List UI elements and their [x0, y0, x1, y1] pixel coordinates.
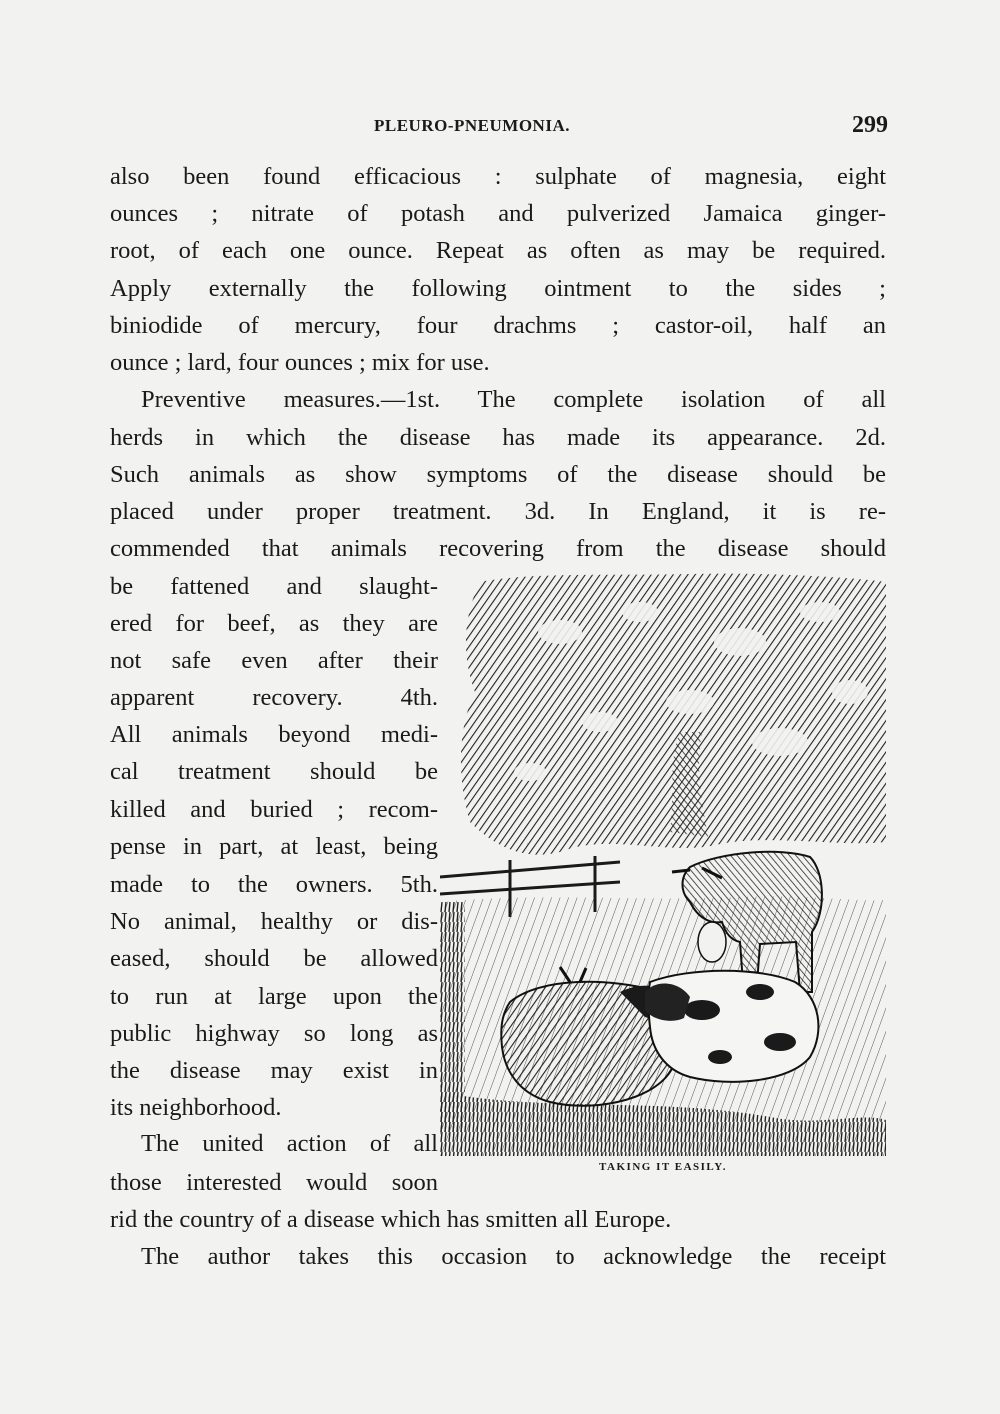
cattle-resting-engraving-icon — [440, 572, 886, 1156]
text-line: commended that animals recovering from the disease should — [110, 535, 886, 562]
text-line: to run at large upon the — [110, 983, 438, 1010]
text-line: rid the country of a disease which has smitten all Europe. — [110, 1206, 672, 1233]
text-line: biniodide of mercury, four drachms ; castor-oil, half an — [110, 312, 886, 339]
text-line: those interested would soon — [110, 1169, 438, 1196]
text-line: No animal, healthy or dis- — [110, 908, 438, 935]
page-number: 299 — [852, 112, 888, 138]
text-line: be fattened and slaught- — [110, 573, 438, 600]
text-line: cal treatment should be — [110, 758, 438, 785]
text-line: eased, should be allowed — [110, 945, 438, 972]
text-line: The author takes this occasion to acknowledge the receipt — [141, 1243, 886, 1270]
text-line: made to the owners. 5th. — [110, 871, 438, 898]
text-line: placed under proper treatment. 3d. In England, it is re- — [110, 498, 886, 525]
running-head — [110, 112, 888, 144]
text-line: killed and buried ; recom- — [110, 796, 438, 823]
text-line: not safe even after their — [110, 647, 438, 674]
text-line: ounces ; nitrate of potash and pulverized Jamaica ginger- — [110, 200, 886, 227]
text-line: The united action of all — [141, 1130, 438, 1157]
text-line: Such animals as show symptoms of the disease should be — [110, 461, 886, 488]
text-line: apparent recovery. 4th. — [110, 684, 438, 711]
text-line: its neighborhood. — [110, 1094, 282, 1121]
text-line: Apply externally the following ointment to the sides ; — [110, 275, 886, 302]
text-line: also been found efficacious : sulphate of magnesia, eight — [110, 163, 886, 190]
text-line: All animals beyond medi- — [110, 721, 438, 748]
text-line: the disease may exist in — [110, 1057, 438, 1084]
text-line: herds in which the disease has made its appearance. 2d. — [110, 424, 886, 451]
text-line: ered for beef, as they are — [110, 610, 438, 637]
text-line: Preventive measures.—1st. The complete isolation of all — [141, 386, 886, 413]
figure-caption: TAKING IT EASILY. — [599, 1161, 727, 1173]
text-line: public highway so long as — [110, 1020, 438, 1047]
text-line: root, of each one ounce. Repeat as often as may be required. — [110, 237, 886, 264]
running-title: PLEURO-PNEUMONIA. — [374, 116, 570, 135]
text-line: pense in part, at least, being — [110, 833, 438, 860]
text-line: ounce ; lard, four ounces ; mix for use. — [110, 349, 490, 376]
